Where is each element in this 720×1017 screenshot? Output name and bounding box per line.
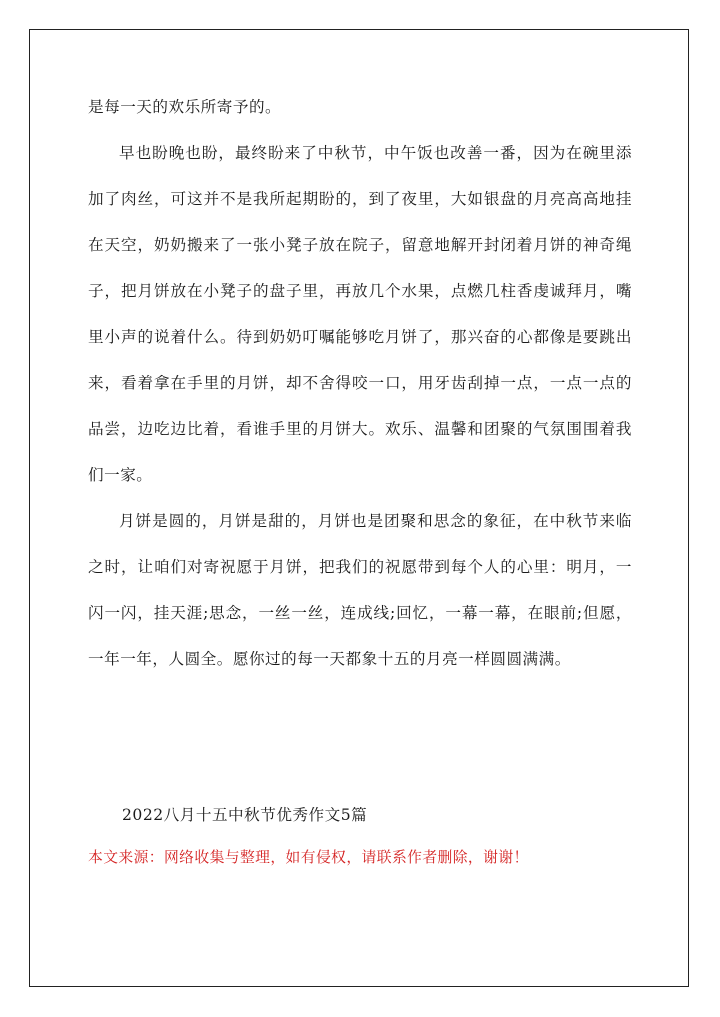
document-body bbox=[88, 84, 632, 682]
paragraph-continuation: 是每一天的欢乐所寄予的。 bbox=[88, 98, 282, 116]
paragraph-mooncake-wishes: 月饼是圆的，月饼是甜的，月饼也是团聚和思念的象征，在中秋节来临之时，让咱们对寄祝愿于月饼，把我们的祝愿带到每个人的心里：明月，一闪一闪，挂天涯;思念，一丝一丝，连成线;回忆，一幕一幕，在眼前;但愿，一年一年，人圆全。愿你过的每一天都象十五的月亮一样圆圆满满。 bbox=[88, 512, 632, 668]
paragraph-mid-autumn-night: 早也盼晚也盼，最终盼来了中秋节，中午饭也改善一番，因为在碗里添加了肉丝，可这并不是我所起期盼的，到了夜里，大如银盘的月亮高高地挂在天空，奶奶搬来了一张小凳子放在院子，留意地解开封闭着月饼的神奇绳子，把月饼放在小凳子的盘子里，再放几个水果，点燃几柱香虔诚拜月，嘴里小声的说着什么。待到奶奶叮嘱能够吃月饼了，那兴奋的心都像是要跳出来，看着拿在手里的月饼，却不舍得咬一口，用牙齿刮掉一点，一点一点的品尝，边吃边比着，看谁手里的月饼大。欢乐、温馨和团聚的气氛围围着我们一家。 bbox=[88, 144, 632, 484]
article-title: 2022八月十五中秋节优秀作文5篇 bbox=[122, 806, 368, 824]
source-disclaimer: 本文来源：网络收集与整理，如有侵权，请联系作者删除，谢谢！ bbox=[88, 849, 529, 866]
